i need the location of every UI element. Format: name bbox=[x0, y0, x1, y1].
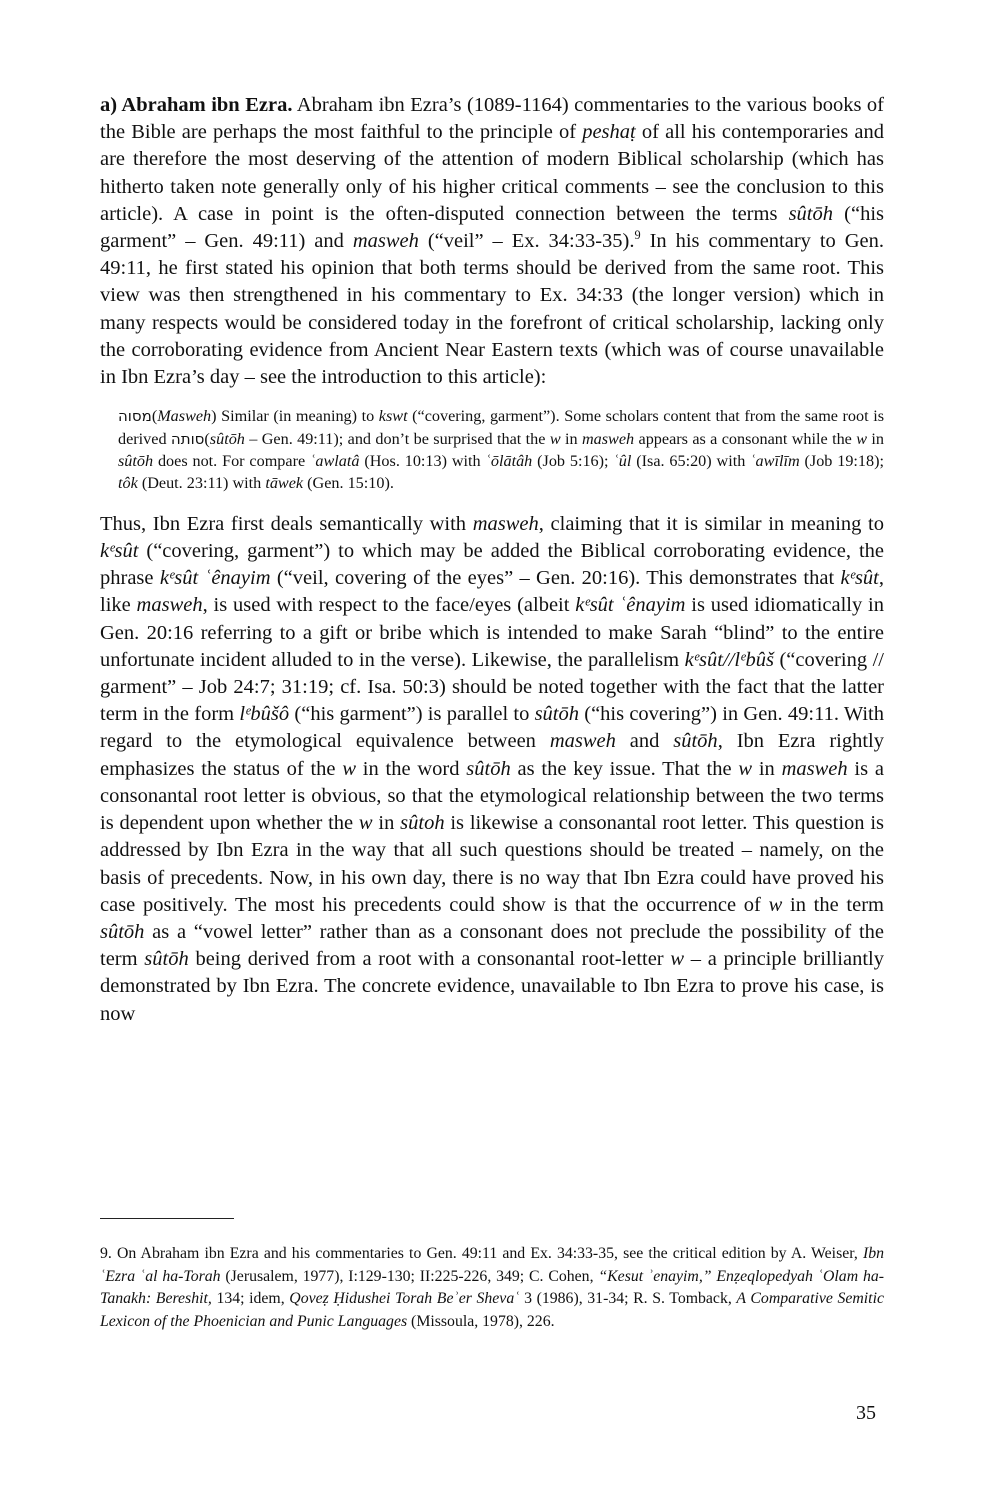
hebrew-word: מסוה bbox=[118, 407, 152, 426]
paragraph-analysis: Thus, Ibn Ezra first deals semantically with masweh, claiming that it is similar in meaning to kᵉsût (“covering, garment”) to which may be added the Biblical corroborating evidence, the phrase kᵉsût ʿênayim (“veil, covering of the eyes” – Gen. 20:16). This demonstrates that kᵉsût, like masweh, is used with respect to the face/eyes (albeit kᵉsût ʿênayim is used idiomatically in Gen. 20:16 referring to a gift or bribe which is intended to make Sarah “blind” to the entire unfortunate incident alluded to in the verse). Likewise, the parallelism kᵉsût//lᵉbûš (“covering // garment” – Job 24:7; 31:19; cf. Isa. 50:3) should be noted together with the fact that the latter term in the form lᵉbûšô (“his garment”) is parallel to sûtōh (“his covering”) in Gen. 49:11. With regard to the etymological equivalence between masweh and sûtōh, Ibn Ezra rightly emphasizes the status of the w in the word sûtōh as the key issue. That the w in masweh is a consonantal root letter is obvious, so that the etymological relationship between the two terms is dependent upon whether the w in sûtoh is likewise a consonantal root letter. This question is addressed by Ibn Ezra in the way that all such questions should be treated – namely, on the basis of precedents. Now, in his own day, there is no way that Ibn Ezra could have proved his case positively. The most his precedents could show is that the occurrence of w in the term sûtōh as a “vowel letter” rather than as a consonant does not preclude the possibility of the term sûtōh being derived from a root with a consonantal root-letter w – a principle brilliantly demonstrated by Ibn Ezra. The concrete evidence, unavailable to Ibn Ezra to prove his case, is now bbox=[100, 512, 885, 1025]
footnote: 9. On Abraham ibn Ezra and his commentaries to Gen. 49:11 and Ex. 34:33-35, see the critical edition by A. Weiser, Ibn ʿEzra ʿal ha-Torah (Jerusalem, 1977), I:129-130; II:225-226, 349; C. Cohen, “Kesut ʾenayim,” Enẓeqlopedyah ʿOlam ha-Tanakh: Bereshit, 134; idem, Qoveẓ Ḥidushei Torah Beʾer Shevaʿ 3 (1986), 31-34; R. S. Tomback, A Comparative Semitic Lexicon of the Phoenician and Punic Languages (Missoula, 1978), 226. bbox=[100, 1245, 884, 1330]
footnote-divider bbox=[100, 1218, 234, 1219]
section-heading: a) Abraham ibn Ezra. bbox=[100, 94, 293, 116]
hebrew-word: סותה bbox=[170, 429, 205, 448]
paragraph-intro: a) Abraham ibn Ezra. Abraham ibn Ezra’s (1089-1164) commentaries to the various books of the Bible are perhaps the most faithful to the principle of peshaṭ of all his contemporaries and are therefore the most deserving of the attention of modern Biblical scholarship (which has hitherto taken note generally only of his higher critical comments – see the conclusion to this article). A case in point is the often-disputed connection between the terms sûtōh (“his garment” – Gen. 49:11) and masweh (“veil” – Ex. 34:33-35).$^9$ In his commentary to Gen. 49:11, he first stated his opinion that both terms should be derived from the same root. This view was then strengthened in his commentary to Ex. 34:33 (the longer version) which in many respects would be considered today in the forefront of critical scholarship, lacking only the corroborating evidence from Ancient Near Eastern texts (which was of course unavailable in Ibn Ezra’s day – see the introduction to this article): bbox=[100, 94, 885, 389]
page-body bbox=[100, 92, 884, 1028]
page-number: 35 bbox=[856, 1402, 876, 1424]
footnote-ref: 9 bbox=[634, 228, 641, 243]
block-quote: מסוה(Masweh) Similar (in meaning) to kswt (“covering, garment”). Some scholars content that from the same root is derived סותה(sûtōh – Gen. 49:11); and don’t be surprised that the w in masweh appears as a consonant while the w in sûtōh does not. For compare ʿawlatâ (Hos. 10:13) with ʿōlātâh (Job 5:16); ʿûl (Isa. 65:20) with ʿawīlīm (Job 19:18); tôk (Deut. 23:11) with tāwek (Gen. 15:10). bbox=[118, 407, 885, 493]
footnote-number: 9. bbox=[100, 1245, 112, 1262]
